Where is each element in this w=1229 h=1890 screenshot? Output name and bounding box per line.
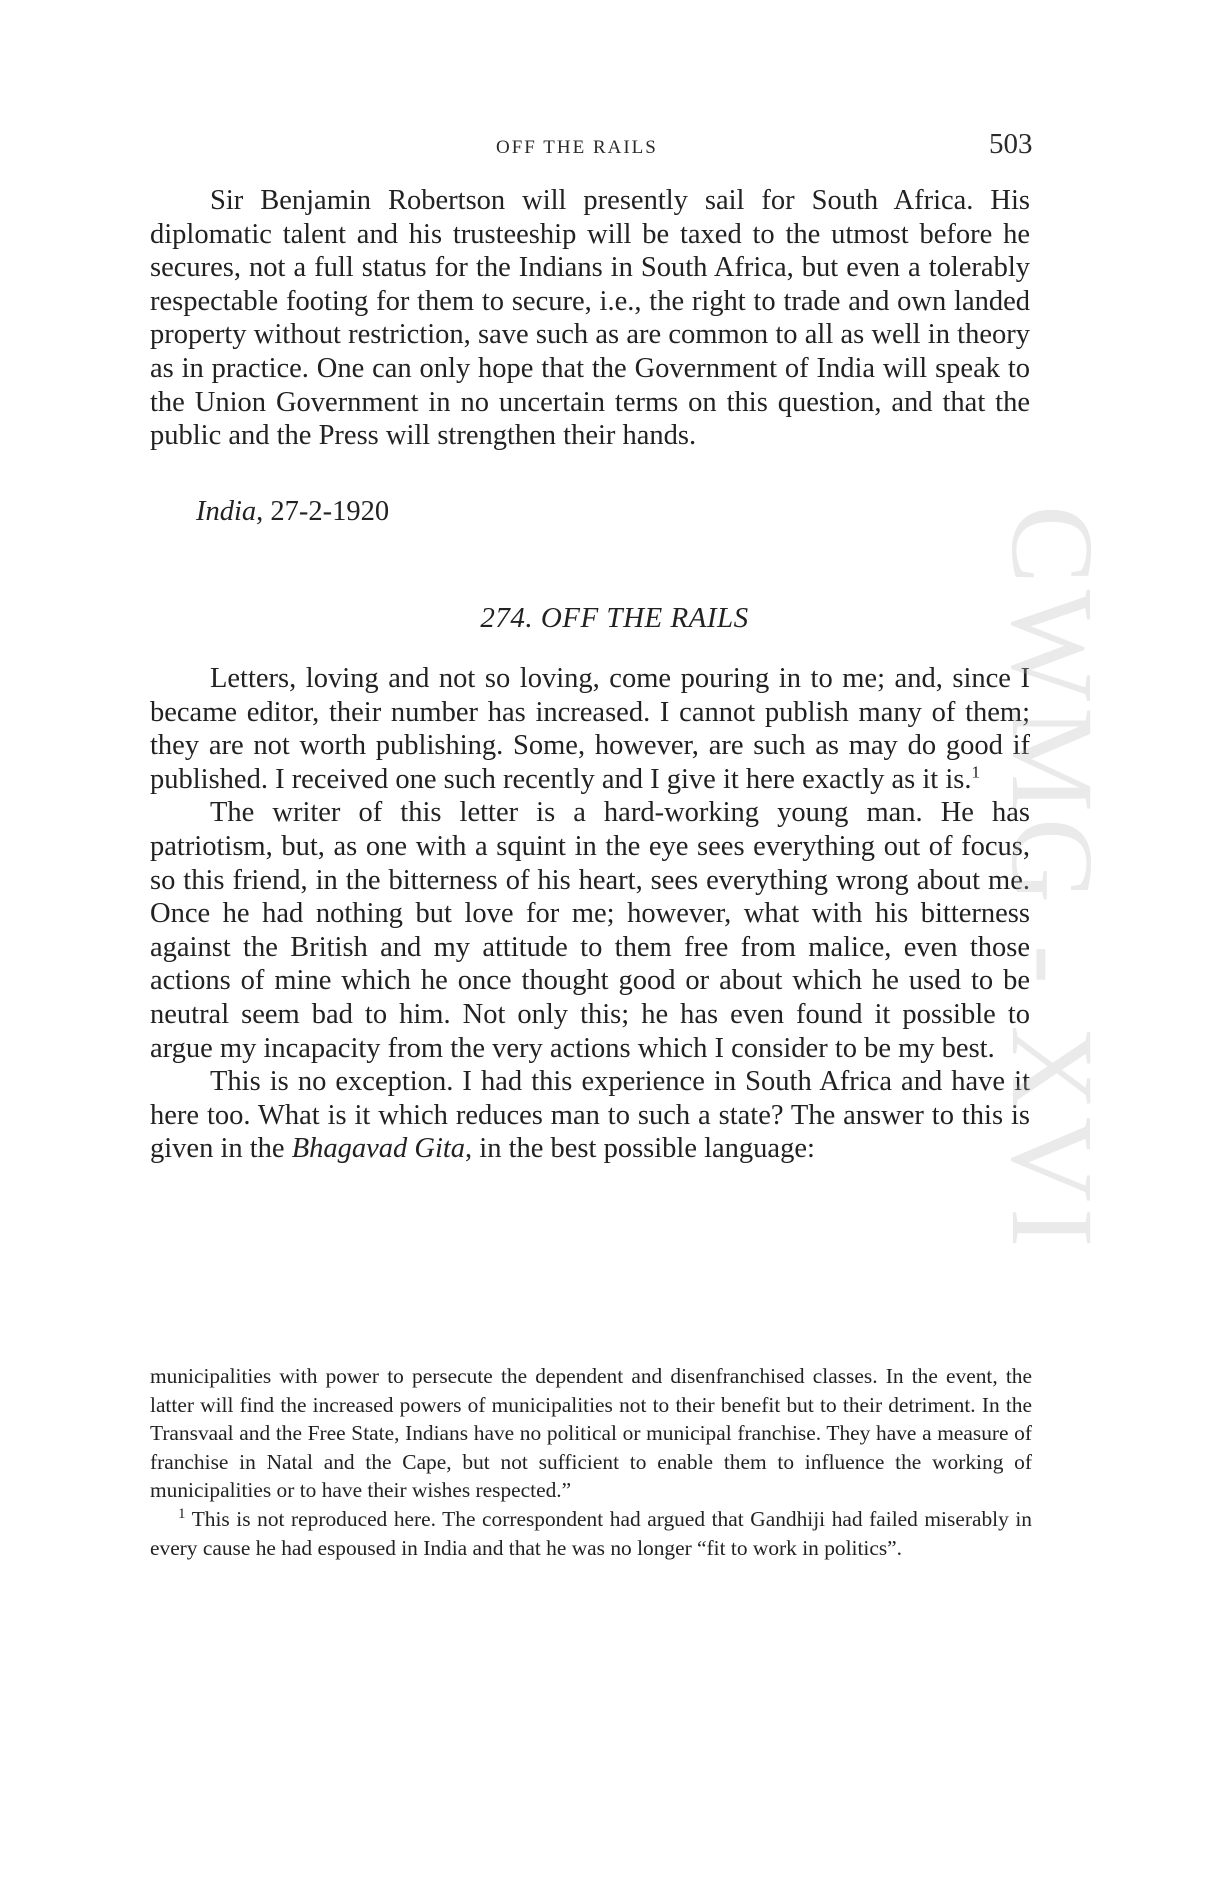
footnote-continuation: municipalities with power to persecute the dependent and disenfranchised classes. In the event, the latter will find the increased powers of municipalities not to their benefit but to their detriment. In the Transvaal and the Free State, Indians have no political or municipal franchise. They have a measure of franchise in Natal and the Cape, but not sufficient to enable them to influence the working of municipalities or to have their wishes respected.” [150, 1364, 1032, 1503]
footnote-1 [150, 1505, 1032, 1562]
article-paragraph-1 [150, 662, 1030, 796]
source-publication: India [196, 496, 257, 527]
previous-article-paragraph: Sir Benjamin Robertson will presently sail for South Africa. His diplomatic talent and his trusteeship will be taxed to the utmost before he secures, not a full status for the Indians in South Africa, but even a tolerably respectable footing for them to secure, i.e., the right to trade and own landed property without restriction, save such as are common to all as well in theory as in practice. One can only hope that the Government of India will speak to the Union Government in no uncertain terms on this question, and that the public and the Press will strengthen their hands. [150, 185, 1030, 452]
article-paragraph-3 [150, 1065, 1030, 1166]
running-header-title: OFF THE RAILS [496, 137, 658, 158]
bhagavad-gita-title: Bhagavad Gita [291, 1133, 466, 1165]
article-paragraph-2: The writer of this letter is a hard-working young man. He has patriotism, but, as one with a squint in the eye sees everything out of focus, so this friend, in the bitterness of his heart, sees everything wrong about me. Once he had nothing but love for me; however, what with his bitterness against the British and my attitude to them free from malice, even those actions of mine which he once thought good or about which he used to be neutral seem bad to him. Not only this; he has even found it possible to argue my incapacity from the very actions which I consider to be my best. [150, 797, 1030, 1064]
source-date: , 27-2-1920 [256, 496, 390, 527]
article-paragraph-3-end: , in the best possible language: [465, 1133, 815, 1165]
previous-article-source [196, 495, 389, 529]
article-body [150, 662, 1030, 1166]
previous-article-body [150, 184, 1030, 453]
footnotes [150, 1362, 1032, 1562]
article-paragraph-3-start: This is no exception. I had this experience in South Africa and have it here too. What is it which reduces man to such a state? The answer to this is given in the [150, 1066, 1030, 1165]
page-number: 503 [989, 128, 1033, 160]
watermark-text: CWMG - XVI [987, 505, 1118, 1254]
article-paragraph-1-text: Letters, loving and not so loving, come pouring in to me; and, since I became editor, their number has increased. I cannot publish many of them; they are not worth publishing. Some, however, are such as may do good if published. I received one such recently and I give it here exactly as it is. [150, 663, 1030, 795]
footnote-1-text: This is not reproduced here. The correspondent had argued that Gandhiji had failed miserably in every cause he had espoused in India and that he was no longer “fit to work in politics”. [150, 1506, 1032, 1560]
footnote-1-mark: 1 [178, 1505, 186, 1522]
article-heading: 274. OFF THE RAILS [480, 602, 749, 634]
footnote-reference-1: 1 [971, 762, 980, 782]
